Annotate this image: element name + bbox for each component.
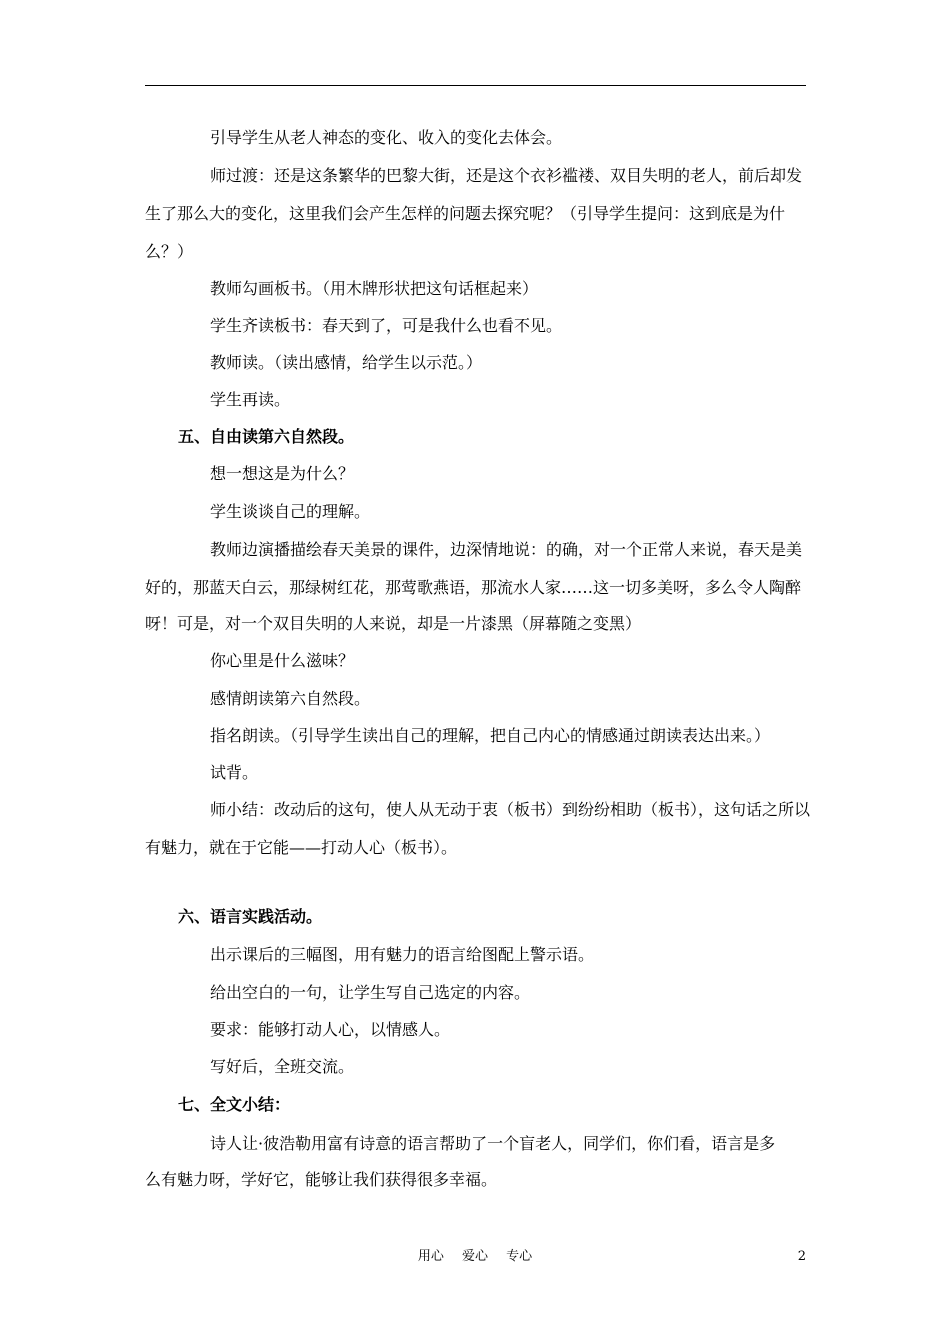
paragraph-line: 么？） — [145, 242, 194, 261]
paragraph-line: 呀！可是，对一个双目失明的人来说，却是一片漆黑（屏幕随之变黑） — [145, 614, 642, 633]
paragraph-line: 有魅力，就在于它能——打动人心（板书）。 — [145, 838, 458, 857]
section-heading: 七、全文小结： — [178, 1095, 291, 1114]
paragraph-line: 你心里是什么滋味？ — [210, 651, 355, 670]
page-number: 2 — [797, 1249, 806, 1264]
footer-motto: 用心 爱心 专心 — [417, 1249, 533, 1264]
paragraph-line: 教师勾画板书。（用木牌形状把这句话框起来） — [210, 279, 539, 298]
paragraph-line: 学生再读。 — [210, 390, 291, 409]
paragraph-line: 教师边演播描绘春天美景的课件，边深情地说：的确，对一个正常人来说，春天是美 — [210, 540, 803, 559]
paragraph-line: 要求：能够打动人心，以情感人。 — [210, 1020, 451, 1039]
paragraph-line: 试背。 — [210, 763, 259, 782]
paragraph-line: 诗人让·彼浩勒用富有诗意的语言帮助了一个盲老人，同学们，你们看，语言是多 — [210, 1134, 776, 1153]
section-heading: 五、自由读第六自然段。 — [178, 427, 355, 446]
paragraph-line: 出示课后的三幅图，用有魅力的语言给图配上警示语。 — [210, 945, 595, 964]
paragraph-line: 教师读。（读出感情，给学生以示范。） — [210, 353, 483, 372]
paragraph-line: 师过渡：还是这条繁华的巴黎大街，还是这个衣衫褴褛、双目失明的老人，前后却发 — [210, 166, 803, 185]
paragraph-line: 写好后，全班交流。 — [210, 1057, 355, 1076]
paragraph-line: 学生谈谈自己的理解。 — [210, 502, 371, 521]
paragraph-line: 引导学生从老人神态的变化、收入的变化去体会。 — [210, 128, 563, 147]
paragraph-line: 感情朗读第六自然段。 — [210, 689, 371, 708]
paragraph-line: 想一想这是为什么？ — [210, 464, 355, 483]
paragraph-line: 生了那么大的变化，这里我们会产生怎样的问题去探究呢？（引导学生提问：这到底是为什 — [145, 204, 786, 223]
paragraph-line: 学生齐读板书：春天到了，可是我什么也看不见。 — [210, 316, 563, 335]
paragraph-line: 么有魅力呀，学好它，能够让我们获得很多幸福。 — [145, 1170, 498, 1189]
paragraph-line: 师小结：改动后的这句，使人从无动于衷（板书）到纷纷相助（板书），这句话之所以 — [210, 800, 811, 819]
paragraph-line: 指名朗读。（引导学生读出自己的理解，把自己内心的情感通过朗读表达出来。） — [210, 726, 771, 745]
paragraph-line: 好的，那蓝天白云，那绿树红花，那莺歌燕语，那流水人家……这一切多美呀，多么令人陶醉 — [145, 578, 802, 597]
section-heading: 六、语言实践活动。 — [178, 907, 323, 926]
paragraph-line: 给出空白的一句，让学生写自己选定的内容。 — [210, 983, 531, 1002]
header-rule — [145, 85, 806, 86]
